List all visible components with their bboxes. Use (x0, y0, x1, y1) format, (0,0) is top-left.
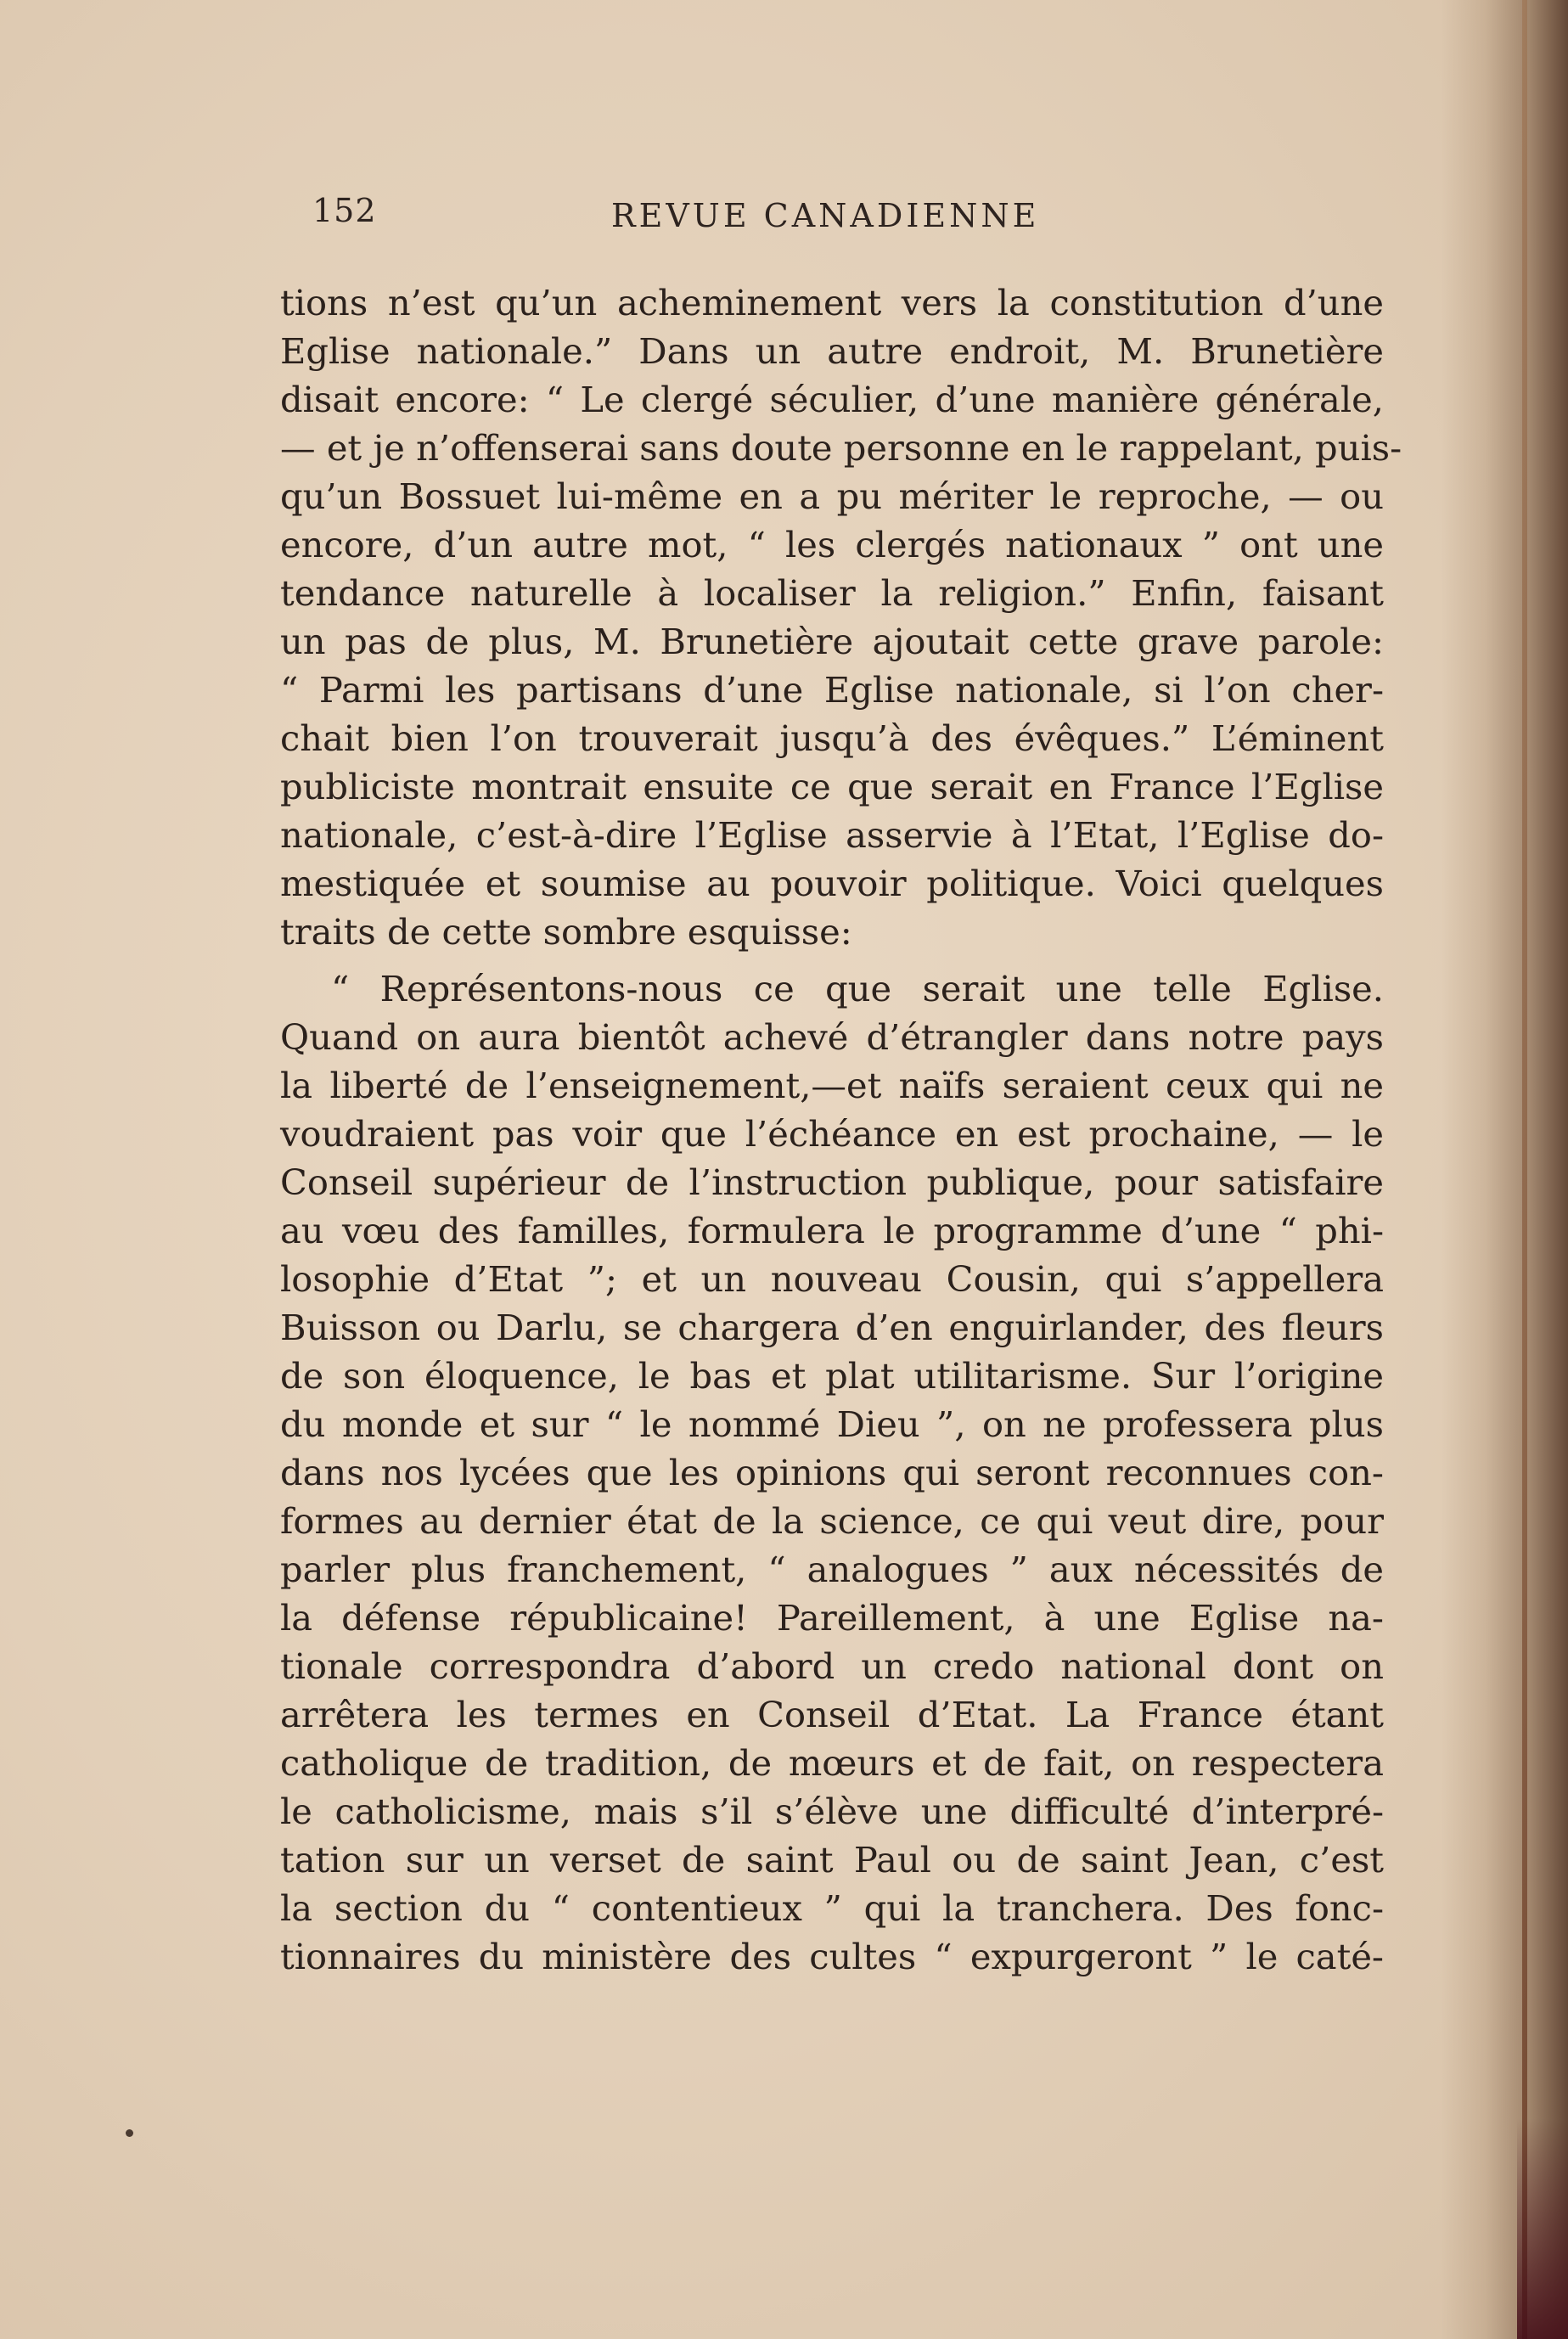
page-gutter-line (1522, 0, 1527, 2339)
text-line: mestiquée et soumise au pouvoir politique. Voici quelques (280, 863, 1384, 904)
text-line: qu’un Bossuet lui-même en a pu mériter le reproche, — ou (280, 475, 1384, 517)
page-number: 152 (312, 192, 377, 229)
running-head: REVUE CANADIENNE (611, 197, 1040, 234)
text-line: Conseil supérieur de l’instruction publique, pour satisfaire (280, 1161, 1384, 1203)
paragraph-2-quotation (280, 964, 1384, 1981)
text-line: du monde et sur “ le nommé Dieu ”, on ne professera plus (280, 1403, 1384, 1445)
text-line: Buisson ou Darlu, se chargera d’en enguirlander, des fleurs (280, 1307, 1384, 1348)
text-line: la défense républicaine! Pareillement, à une Eglise na- (280, 1597, 1384, 1639)
text-line: arrêtera les termes en Conseil d’Etat. La France étant (280, 1694, 1384, 1735)
text-line: voudraient pas voir que l’échéance en est prochaine, — le (280, 1113, 1384, 1155)
text-line: chait bien l’on trouverait jusqu’à des évêques.” L’éminent (280, 717, 1384, 759)
text-line: Quand on aura bientôt achevé d’étrangler dans notre pays (280, 1016, 1384, 1058)
text-line: encore, d’un autre mot, “ les clergés nationaux ” ont une (280, 524, 1384, 565)
body-text (280, 278, 1402, 1981)
page-edge-shadow (1441, 0, 1568, 2339)
text-line: la liberté de l’enseignement,—et naïfs seraient ceux qui ne (280, 1065, 1384, 1106)
text-line: — et je n’offenserai sans doute personne en le rappelant, puis- (280, 427, 1402, 469)
paragraph-gap (280, 956, 1384, 964)
text-line: nationale, c’est-à-dire l’Eglise asservie à l’Etat, l’Eglise do- (280, 814, 1384, 856)
text-line: tendance naturelle à localiser la religion.” Enfin, faisant (280, 572, 1384, 614)
text-line: traits de cette sombre esquisse: (280, 911, 852, 953)
text-line: Eglise nationale.” Dans un autre endroit, M. Brunetière (280, 330, 1384, 372)
text-line: tions n’est qu’un acheminement vers la constitution d’une (280, 282, 1384, 323)
text-line: publiciste montrait ensuite ce que serait en France l’Eglise (280, 766, 1384, 807)
text-line: tionnaires du ministère des cultes “ expurgeront ” le caté- (280, 1936, 1384, 1977)
text-line: parler plus franchement, “ analogues ” aux nécessités de (280, 1549, 1384, 1590)
text-line: formes au dernier état de la science, ce qui veut dire, pour (280, 1500, 1384, 1542)
paper-speck (126, 2129, 133, 2137)
text-line: tionale correspondra d’abord un credo national dont on (280, 1645, 1384, 1687)
text-line: catholique de tradition, de mœurs et de fait, on respectera (280, 1742, 1384, 1784)
paragraph-1 (280, 278, 1402, 956)
text-line: un pas de plus, M. Brunetière ajoutait cette grave parole: (280, 621, 1384, 662)
text-line: losophie d’Etat ”; et un nouveau Cousin, qui s’appellera (280, 1258, 1384, 1300)
text-line: le catholicisme, mais s’il s’élève une difficulté d’interpré- (280, 1791, 1384, 1832)
text-line: “ Parmi les partisans d’une Eglise nationale, si l’on cher- (280, 669, 1384, 711)
text-line: la section du “ contentieux ” qui la tranchera. Des fonc- (280, 1887, 1384, 1929)
text-line: tation sur un verset de saint Paul ou de saint Jean, c’est (280, 1839, 1384, 1881)
cover-corner (1517, 2118, 1568, 2339)
text-line: “ Représentons-nous ce que serait une telle Eglise. (331, 968, 1384, 1009)
text-line: dans nos lycées que les opinions qui seront reconnues con- (280, 1452, 1384, 1493)
text-line: au vœu des familles, formulera le programme d’une “ phi- (280, 1210, 1384, 1251)
text-line: de son éloquence, le bas et plat utilitarisme. Sur l’origine (280, 1355, 1384, 1397)
text-line: disait encore: “ Le clergé séculier, d’une manière générale, (280, 379, 1384, 420)
